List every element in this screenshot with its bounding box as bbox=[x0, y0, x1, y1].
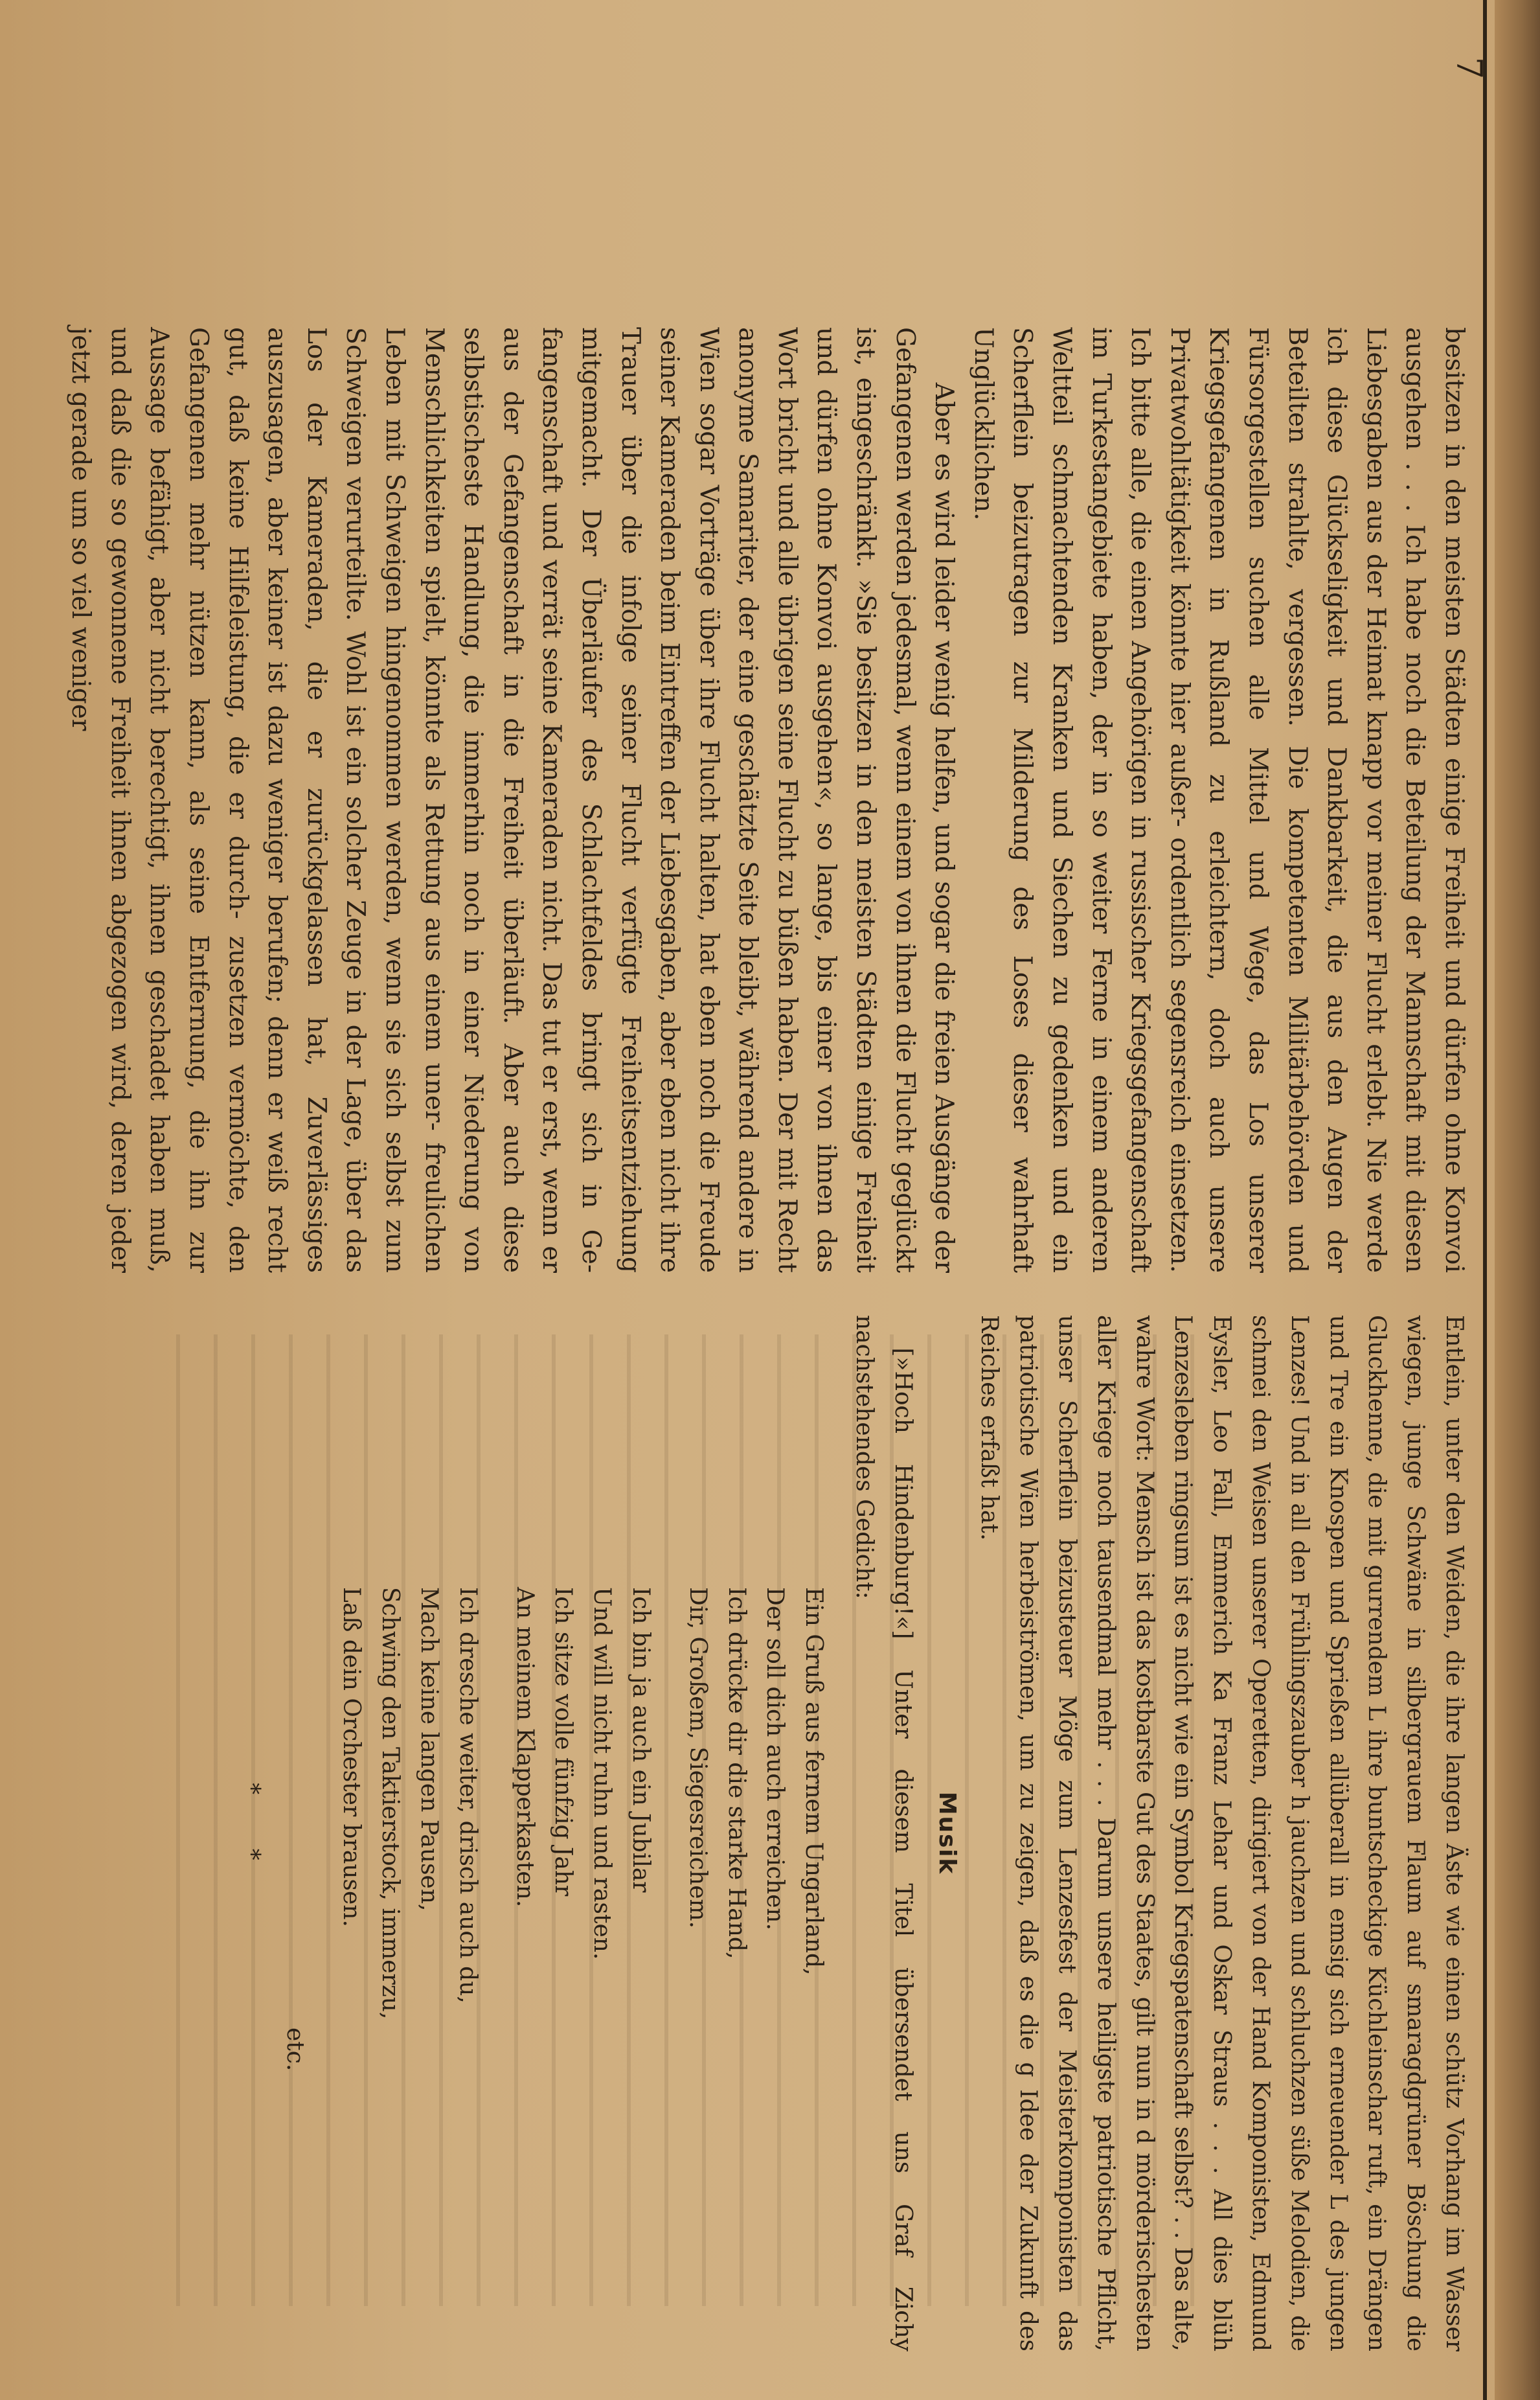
text-line: Vorhang im Wasser wiegen, junge Schwäne in silbergrauem Flaum bbox=[1402, 1315, 1467, 2351]
text-line: Kriegspatenschaft selbst? . . Das alte, wahre Wort: bbox=[1131, 1315, 1197, 2351]
text-line: Loses dieser wahrhaft Unglücklichen. bbox=[968, 327, 1037, 1273]
poem-stanza bbox=[505, 1587, 660, 2351]
text-line: Komponisten, Edmund Eysler, Leo Fall, Emmerich Ka bbox=[1208, 1315, 1274, 2351]
text-line: der Lage, über das Los der Kameraden, die er zurückgelassen hat, bbox=[301, 327, 370, 1273]
text-line: selbst zum Schweigen verurteilte. Wohl ist ein solcher Zeuge in bbox=[341, 327, 409, 1273]
poem-line: Ich drücke dir die starke Hand, bbox=[723, 1587, 750, 1960]
poem-stanza bbox=[678, 1587, 833, 2351]
text-line: Lenzesleben ringsum ist es nicht wie ein Symbol bbox=[1170, 1315, 1197, 1903]
poem-line: Der soll dich auch erreichen. bbox=[762, 1587, 789, 1931]
text-line: Glückseligkeit und Dankbarkeit, die aus den Augen der Beteilten strahlte, bbox=[1282, 327, 1352, 1273]
text-line: freulichen Leben mit Schweigen hingenommen werden, wenn sie sich bbox=[379, 327, 449, 1273]
poem-line: Laß dein Orchester brausen. bbox=[338, 1587, 365, 1927]
text-line: unsere heiligste patriotische Pflicht, unser Scherflein beizusteuer bbox=[1054, 1315, 1119, 2351]
page-edge-line bbox=[1483, 0, 1487, 2400]
paragraph-second bbox=[61, 327, 964, 1273]
text-line: Aber es wird leider wenig helfen, und sogar die freien bbox=[929, 382, 959, 1095]
text-line: er aus der Gefangenschaft in die Freiheit überläuft. Aber auch diese bbox=[497, 327, 567, 1273]
text-line: mitgemacht. Der Überläufer des Schlachtfeldes bringt sich in Ge- bbox=[576, 327, 606, 1273]
section-end-stars: * * bbox=[237, 1783, 264, 1884]
poem-line: Und will nicht ruhn und rasten. bbox=[589, 1587, 616, 1960]
poem-line: Dir, Großem, Siegesreichem. bbox=[684, 1587, 711, 1929]
text-line: erleichtern, doch auch unsere Privatwohltätigkeit könnte hier außer- bbox=[1164, 327, 1234, 1273]
poem-line: Ich sitze volle fünfzig Jahr bbox=[550, 1587, 577, 1897]
text-line: seine Flucht zu büßen haben. Der mit Recht anonyme Samariter, bbox=[733, 327, 802, 1273]
text-line: besitzen in den meisten Städten einige Freiheit bbox=[1440, 327, 1469, 959]
poem-line: Ich dresche weiter, drisch auch du, bbox=[454, 1587, 481, 2004]
text-line: ihre buntscheckige Küchleinschar ruft, ein Drängen und Tre bbox=[1324, 1315, 1390, 2351]
text-line: ein Knospen und Sprießen allüberall in emsig sich erneuender L bbox=[1324, 1421, 1352, 2220]
poem-intro: [»Hoch Hindenburg!«] Unter diesem Titel übersendet uns Graf Zichy nachstehendes Gedicht: bbox=[851, 1315, 916, 2351]
text-line: Vorträge über ihre Flucht halten, hat eben noch die Freude seiner bbox=[655, 327, 723, 1273]
paragraph-first bbox=[963, 327, 1473, 1273]
text-line: Entfernung, die ihn zur Aussage befähigt, aber nicht berechtigt, bbox=[144, 327, 213, 1273]
text-line: Trauer über die infolge seiner Flucht verfügte Freiheitsentziehung bbox=[615, 327, 645, 1273]
text-line: vergessen. Die kompetenten Militärbehörden und Fürsorgestellen suchen bbox=[1243, 327, 1312, 1273]
poem-line: Schwing den Taktierstock, immerzu, bbox=[377, 1587, 404, 2020]
poem bbox=[332, 1315, 833, 2351]
text-line: patriotische Wien herbeiströmen, um zu zeigen, daß es die g bbox=[1015, 1315, 1042, 2090]
text-line: die Beteilung der Mannschaft mit diesen Liebesgaben aus der Heimat bbox=[1361, 327, 1430, 1273]
text-line: Idee der Zukunft des Reiches erfaßt hat. bbox=[976, 1315, 1042, 2351]
text-line: denn er weiß recht gut, daß keine Hilfeleistung, die er durch- bbox=[223, 327, 292, 1273]
text-line: des jungen Lenzes! Und in all den Frühlingszauber h bbox=[1285, 1315, 1352, 2351]
text-line: Franz Lehar und Oskar Straus . . . All dies blüh bbox=[1208, 1716, 1236, 2352]
poem-line: Ich bin ja auch ein Jubilar bbox=[628, 1587, 655, 1893]
text-line: Kameraden beim Eintreffen der Liebesgaben, aber eben nicht ihre bbox=[655, 415, 685, 1273]
poem-stanza bbox=[332, 1587, 487, 2351]
text-line: den Weisen unserer Operetten, dirigiert von der Hand bbox=[1247, 1408, 1274, 2081]
text-line: und dürfen ohne Konvoi ausgehen . . . Ich habe noch bbox=[1400, 327, 1469, 1274]
text-line: auf smaragdgrüner Böschung die Gluckhenne, die mit gurrendem L bbox=[1363, 1315, 1429, 2352]
poem-etc: etc. bbox=[281, 2028, 308, 2072]
text-line: zusetzen vermöchte, den Gefangenen mehr nützen kann, als seine bbox=[184, 327, 253, 1273]
text-line: weiter Ferne in einem anderen Weltteil schmachtenden Kranken und bbox=[1047, 327, 1116, 1273]
text-line: selbstischeste Handlung, die immerhin noch in einer Niederung bbox=[459, 327, 488, 1228]
text-line: Zuverlässiges auszusagen, aber keiner ist dazu weniger berufen; bbox=[262, 327, 331, 1273]
poem-line: An meinem Klapperkasten. bbox=[511, 1587, 538, 1908]
text-line: fangenschaft und verrät seine Kameraden nicht. Das tut er erst, wenn bbox=[537, 327, 567, 1246]
page-number: 7 bbox=[1449, 56, 1489, 80]
text-line: mörderischesten aller Kriege noch tausendmal mehr . . . Darum bbox=[1092, 1315, 1158, 2351]
text-line: jauchzen und schluchzen süße Melodien, die schmei bbox=[1247, 1315, 1313, 2351]
text-line: ihnen die Flucht geglückt ist, eingeschränkt. »Sie besitzen in den bbox=[851, 327, 920, 1273]
text-line: so lange, bis einer von ihnen das Wort bricht und alle übrigen bbox=[772, 327, 841, 1273]
text-line: knapp vor meiner Flucht erlebt. Nie werde ich diese bbox=[1322, 327, 1390, 1273]
text-line: Ausgänge der Gefangenen werden jedesmal, wenn einem von bbox=[890, 327, 959, 1274]
section-heading: Musik bbox=[933, 1791, 960, 1875]
article-column-right bbox=[237, 1315, 1473, 2352]
text-line: meisten Städten einige Freiheit und dürfen ohne Konvoi ausgehen«, bbox=[811, 327, 881, 1273]
article-column-left bbox=[66, 327, 1473, 1274]
text-line: ordentlich segensreich einsetzen. Ich bitte alle, die einen Angehörigen bbox=[1126, 327, 1194, 1273]
text-line: der eine geschätzte Seite bleibt, während andere in Wien sogar bbox=[694, 327, 763, 1273]
text-line: Möge zum Lenzesfest der Meisterkomponisten das bbox=[1054, 1695, 1081, 2351]
text-line: ihnen abgezogen wird, deren jeder jetzt gerade um so viel weniger bbox=[66, 327, 135, 1273]
text-line: in russischer Kriegsgefangenschaft im Turkestangebiete haben, der in so bbox=[1086, 327, 1155, 1273]
text-line: Siechen zu gedenken und ein Scherflein beizutragen zur Milderung des bbox=[1008, 327, 1077, 1274]
text-line: von Menschlichkeiten spielt, könnte als Rettung aus einem uner- bbox=[419, 327, 488, 1273]
binding-edge bbox=[1495, 0, 1540, 2400]
text-line: alle Mittel und Wege, das Los unserer Kriegsgefangenen in Rußland zu bbox=[1204, 327, 1273, 1274]
paragraph-operetta bbox=[970, 1315, 1473, 2351]
poem-line: Mach keine langen Pausen, bbox=[416, 1587, 443, 1912]
text-line: Entlein, unter den Weiden, die ihre langen Äste wie einen schütz bbox=[1441, 1315, 1467, 2119]
text-line: Mensch ist das kostbarste Gut des Staates, gilt nun in d bbox=[1131, 1470, 1158, 2153]
poem-line: Ein Gruß aus fernem Ungarland, bbox=[800, 1587, 828, 1976]
text-line: ihnen geschadet haben muß, und daß die so gewonnene Freiheit bbox=[105, 327, 174, 1273]
